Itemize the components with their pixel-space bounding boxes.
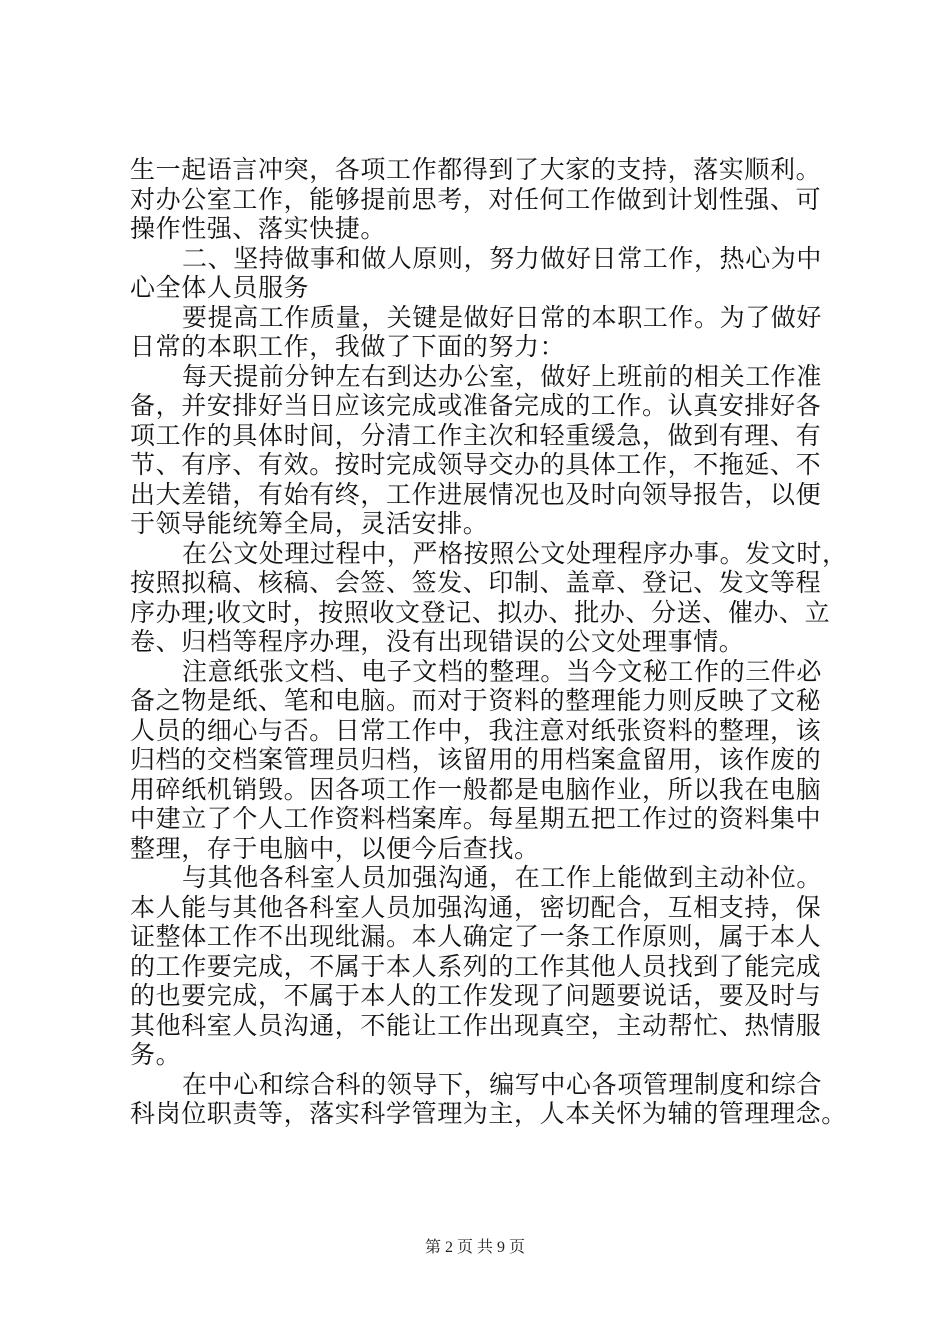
text-line: 其他科室人员沟通，不能让工作出现真空，主动帮忙、热情服 bbox=[130, 1010, 822, 1040]
text-line: 备之物是纸、笔和电脑。而对于资料的整理能力则反映了文秘 bbox=[130, 686, 822, 715]
text-line: 人员的细心与否。日常工作中，我注意对纸张资料的整理，该 bbox=[130, 715, 822, 745]
text-line: 的也要完成，不属于本人的工作发现了问题要说话，要及时与 bbox=[130, 981, 822, 1010]
text-line: 心全体人员服务 bbox=[130, 273, 310, 302]
text-line: 日常的本职工作，我做了下面的努力： bbox=[130, 332, 566, 361]
text-line: 务。 bbox=[130, 1040, 182, 1069]
text-line: 操作性强、落实快捷。 bbox=[130, 214, 387, 243]
text-line: 出大差错，有始有终，工作进展情况也及时向领导报告，以便 bbox=[130, 479, 822, 509]
text-line: 要提高工作质量，关键是做好日常的本职工作。为了做好 bbox=[182, 302, 823, 332]
text-line: 科岗位职责等，落实科学管理为主，人本关怀为辅的管理理念。 bbox=[130, 1099, 847, 1128]
text-line: 二、坚持做事和做人原则，努力做好日常工作，热心为中 bbox=[182, 243, 823, 273]
text-line: 项工作的具体时间，分清工作主次和轻重缓急，做到有理、有 bbox=[130, 420, 822, 450]
text-line: 每天提前分钟左右到达办公室，做好上班前的相关工作准 bbox=[182, 361, 823, 391]
text-line: 节、有序、有效。按时完成领导交办的具体工作，不拖延、不 bbox=[130, 450, 822, 479]
text-line: 与其他各科室人员加强沟通，在工作上能做到主动补位。 bbox=[182, 863, 823, 892]
text-line: 的工作要完成，不属于本人系列的工作其他人员找到了能完成 bbox=[130, 951, 822, 981]
text-line: 于领导能统筹全局，灵活安排。 bbox=[130, 509, 489, 538]
text-line: 按照拟稿、核稿、会签、签发、印制、盖章、登记、发文等程 bbox=[130, 568, 822, 597]
text-line: 卷、归档等程序办理，没有出现错误的公文处理事情。 bbox=[130, 627, 745, 656]
text-line: 序办理;收文时，按照收文登记、拟办、批办、分送、催办、立 bbox=[130, 597, 831, 627]
text-line: 本人能与其他各科室人员加强沟通，密切配合，互相支持，保 bbox=[130, 892, 822, 922]
text-line: 对办公室工作，能够提前思考，对任何工作做到计划性强、可 bbox=[130, 184, 822, 214]
text-line: 用碎纸机销毁。因各项工作一般都是电脑作业，所以我在电脑 bbox=[130, 774, 822, 804]
text-line: 在中心和综合科的领导下，编写中心各项管理制度和综合 bbox=[182, 1069, 823, 1099]
text-line: 整理，存于电脑中，以便今后查找。 bbox=[130, 833, 540, 863]
text-line: 备，并安排好当日应该完成或准备完成的工作。认真安排好各 bbox=[130, 391, 822, 420]
document-body bbox=[130, 155, 848, 1129]
text-line: 注意纸张文档、电子文档的整理。当今文秘工作的三件必 bbox=[182, 656, 823, 686]
page-footer bbox=[0, 1238, 950, 1258]
text-line: 归档的交档案管理员归档，该留用的用档案盒留用，该作废的 bbox=[130, 745, 822, 774]
text-line: 在公文处理过程中，严格按照公文处理程序办事。发文时， bbox=[182, 538, 848, 568]
text-line: 证整体工作不出现纰漏。本人确定了一条工作原则，属于本人 bbox=[130, 922, 822, 951]
page-number-label: 第 2 页 共 9 页 bbox=[424, 1239, 525, 1256]
text-line: 生一起语言冲突，各项工作都得到了大家的支持，落实顺利。 bbox=[130, 155, 822, 184]
text-line: 中建立了个人工作资料档案库。每星期五把工作过的资料集中 bbox=[130, 804, 822, 833]
